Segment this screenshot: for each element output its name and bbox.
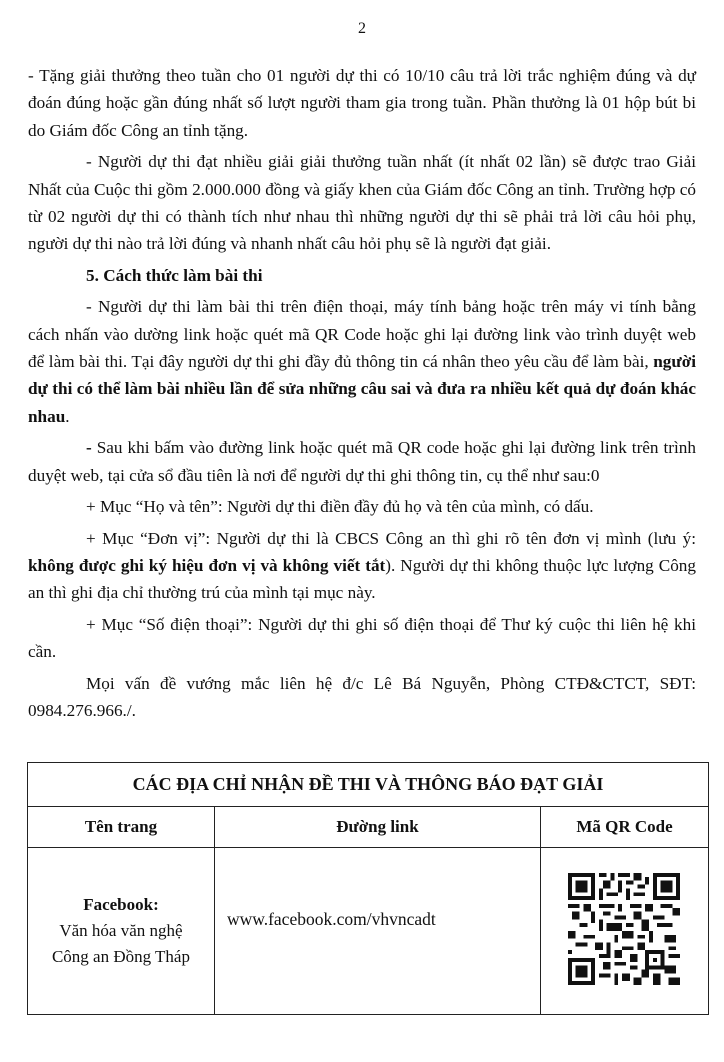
paragraph-name-field: + Mục “Họ và tên”: Người dự thi điền đầy đủ họ và tên của mình, có dấu. [86,497,594,517]
text-bold: không được ghi ký hiệu đơn vị và không viết tắt [28,555,386,575]
header-site-name: Tên trang [28,807,215,848]
text-normal: ). Người dự thi không thuộc lực lượng Công an thì ghi địa chỉ thường trú của mình tại mục này. [28,555,696,603]
paragraph-phone-field: + Mục “Số điện thoại”: Người dự thi ghi số điện thoại để Thư ký cuộc thi liên hệ khi cần. [28,614,696,662]
facebook-link[interactable]: www.facebook.com/vhvncadt [226,908,436,929]
text-normal: + Mục “Đơn vị”: Người dự thi là CBCS Công an thì ghi rõ tên đơn vị mình (lưu ý: [86,528,696,548]
table-row [28,848,709,1015]
document-body [28,62,696,728]
paragraph-how-to [28,293,696,430]
paragraph-text: - Tặng giải thưởng theo tuần cho 01 người dự thi có 10/10 câu trả lời trắc nghiệm đúng và dự đoán đúng hoặc gần đúng nhất số lượt người tham gia trong tuần. Phần thưởng là 01 hộp bút bi do Giám đốc Công an tỉnh tặng. [28,66,696,140]
addresses-table [27,762,709,1015]
text-normal: Sau khi bấm vào đường link hoặc quét mã QR code hoặc ghi lại đường link trên trình duyệt web, tại cửa sổ đầu tiên là nơi để người dự thi ghi thông tin, cụ thể như sau:0 [28,438,696,485]
paragraph-contact: Mọi vấn đề vướng mắc liên hệ đ/c Lê Bá Nguyễn, Phòng CTĐ&CTCT, SĐT: 0984.276.966./. [28,673,696,720]
cell-qr [540,848,708,1015]
addresses-table-wrap [27,762,709,1015]
header-link: Đường link [214,807,540,848]
paragraph-first-prize [28,148,696,258]
text-normal: - Người dự thi làm bài thi trên điện thoại, máy tính bảng hoặc trên máy vi tính bằng cách nhấn vào dường link hoặc quét mã QR Code hoặc ghi lại đường link vào trình duyệt web để làm bài thi. Tại đây người dự thi ghi đầy đủ thông tin cá nhân theo yêu cầu để làm bài, [28,297,696,372]
page-number: 2 [358,20,366,37]
header-qr: Mã QR Code [540,807,708,848]
table-title: CÁC ĐỊA CHỈ NHẬN ĐỀ THI VÀ THÔNG BÁO ĐẠT GIẢI [28,763,709,807]
text-normal: . [65,406,70,426]
paragraph-text: - Người dự thi đạt nhiều giải giải thưởng tuần nhất (ít nhất 02 lần) sẽ được trao Giải Nhất của Cuộc thi gồm 2.000.000 đồng và giấy khen của Giám đốc Công an tỉnh. Trường hợp có từ 02 người dự thi có thành tích như nhau thì những người dự thi sẽ phải trả lời câu hỏi phụ, người dự thi nào trả lời đúng và nhanh nhất câu hỏi phụ sẽ là người đạt giải. [28,152,696,254]
text-bold: người dự thi có thể làm bài nhiều lần để sửa những câu sai và đưa ra nhiều kết quả dự đoán khác nhau [28,352,696,426]
cell-site-name [28,848,215,1015]
section-heading: 5. Cách thức làm bài thi [86,265,263,285]
site-line-1: Văn hóa văn nghệ [59,921,183,940]
site-line-2: Công an Đồng Tháp [51,947,190,966]
cell-link [214,848,540,1015]
paragraph-weekly-prize [28,62,696,144]
paragraph-after-click [28,434,696,489]
paragraph-unit-field [28,525,696,607]
text-bold: - [86,438,92,458]
site-label: Facebook: [83,895,159,914]
qr-code-icon [568,871,680,987]
